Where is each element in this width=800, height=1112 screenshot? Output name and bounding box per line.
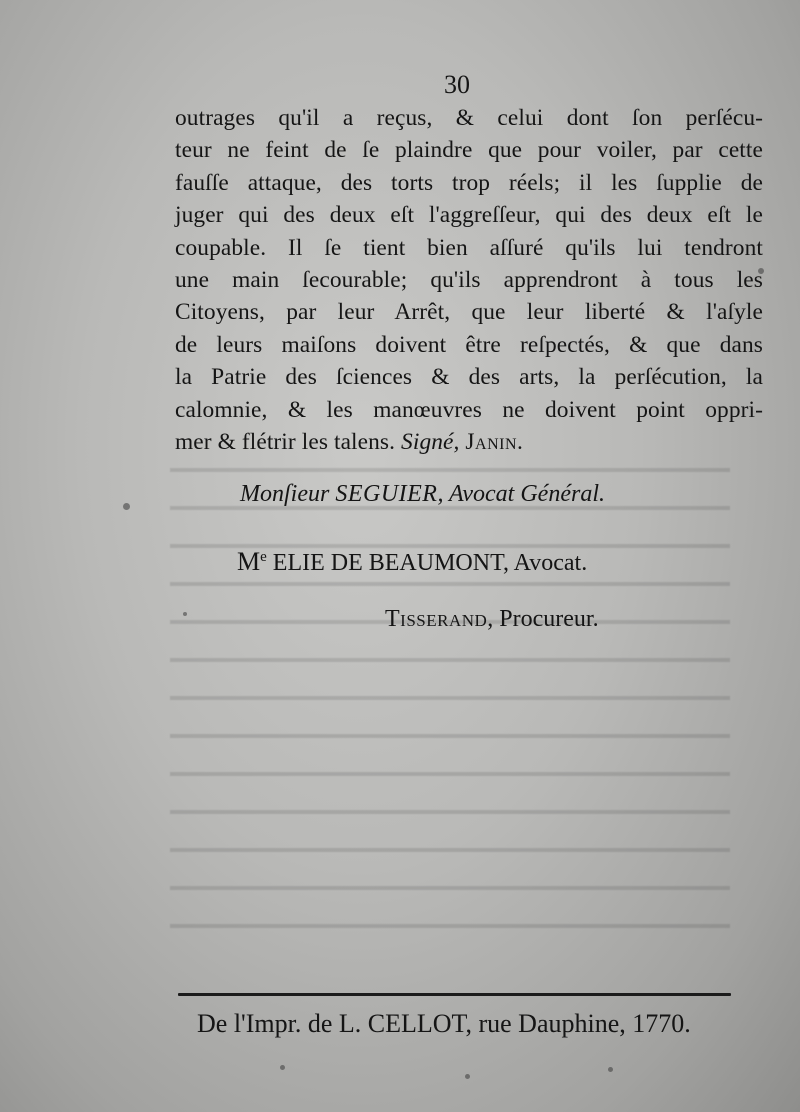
body-line: coupable. Il ſe tient bien aſſuré qu'ils lui tendront [175,234,763,261]
signed-label: Signé, [401,429,460,456]
ink-spot [123,503,130,510]
page-number: 30 [444,70,470,99]
signature-procureur [385,607,599,631]
body-line: juger qui des deux eſt l'aggreſſeur, qui des deux eſt le [175,202,763,229]
signature-avocat [237,549,587,575]
body-line: Citoyens, par leur Arrêt, que leur liberté & l'aſyle [175,299,763,326]
ink-spot [608,1067,613,1072]
body-line: la Patrie des ſciences & des arts, la perſécution, la [175,364,763,391]
body-line: teur ne feint de ſe plaindre que pour voiler, par cette [175,137,763,164]
ink-spot [280,1065,285,1070]
body-line: de leurs maiſons doivent être reſpectés, & que dans [175,331,763,358]
signatory-name: Tisserand [385,606,488,632]
body-text [175,102,763,458]
ink-spot [465,1074,470,1079]
bleed-through-text [170,450,730,930]
signatory-title: , Avocat Général. [437,481,605,507]
signatory-name: SEGUIER [335,481,438,507]
ink-spot [183,612,187,616]
body-line: fauſſe attaque, des torts trop réels; il les ſupplie de [175,169,763,196]
signed-name: Janin. [465,429,524,456]
signatory-prefix: Monſieur [240,481,330,507]
signatory-name: ELIE DE BEAUMONT, [272,550,509,576]
closing-text: mer & flétrir les talens. [175,429,396,456]
signatory-title: , Procureur. [487,606,599,632]
printer-imprint: De l'Impr. de L. CELLOT, rue Dauphine, 1770. [197,1009,691,1038]
body-line: une main ſecourable; qu'ils apprendront à tous les [175,267,763,294]
signature-avocat-general [240,482,605,506]
signatory-title: Avocat. [513,550,588,576]
body-line: outrages qu'il a reçus, & celui dont ſon perſécu- [175,105,763,131]
closing-line [175,426,763,458]
signatory-prefix: Me [237,547,267,576]
horizontal-rule [178,993,731,996]
body-line: calomnie, & les manœuvres ne doivent point oppri- [175,396,763,423]
